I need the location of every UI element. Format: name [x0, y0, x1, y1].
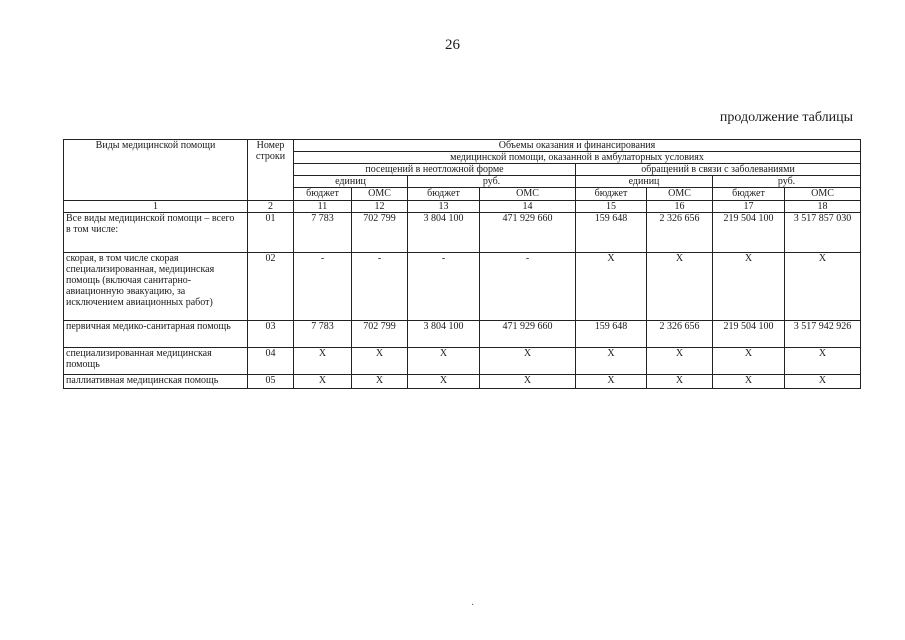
cell-value: Х: [576, 253, 647, 321]
header-budget: бюджет: [408, 188, 480, 201]
cell-value: 159 648: [576, 213, 647, 253]
row-label: паллиативная медицинская помощь: [64, 375, 248, 389]
row-number: 05: [248, 375, 294, 389]
cell-value: 3 804 100: [408, 213, 480, 253]
header-volumes: Объемы оказания и финансирования: [294, 140, 861, 152]
header-budget: бюджет: [713, 188, 785, 201]
cell-value: Х: [785, 348, 861, 375]
header-oms: ОМС: [785, 188, 861, 201]
header-rub-disease: руб.: [713, 176, 861, 188]
header-budget: бюджет: [294, 188, 352, 201]
cell-value: 471 929 660: [480, 321, 576, 348]
continuation-caption: продолжение таблицы: [719, 110, 853, 125]
cell-value: 471 929 660: [480, 213, 576, 253]
table-row: [64, 253, 861, 321]
cell-value: Х: [480, 375, 576, 389]
column-number: 2: [248, 201, 294, 213]
cell-value: Х: [480, 348, 576, 375]
scan-dot: ·: [471, 600, 475, 611]
volumes-table: [63, 139, 861, 389]
cell-value: 159 648: [576, 321, 647, 348]
header-budget: бюджет: [576, 188, 647, 201]
column-number: 18: [785, 201, 861, 213]
cell-value: Х: [408, 375, 480, 389]
cell-value: Х: [785, 253, 861, 321]
cell-value: 702 799: [352, 321, 408, 348]
column-number: 11: [294, 201, 352, 213]
page-number: 26: [445, 37, 460, 53]
cell-value: Х: [294, 375, 352, 389]
cell-value: Х: [713, 348, 785, 375]
table-row: [64, 348, 861, 375]
cell-value: Х: [647, 375, 713, 389]
row-label: специализированная медицинская помощь: [64, 348, 248, 375]
cell-value: -: [408, 253, 480, 321]
cell-value: 3 804 100: [408, 321, 480, 348]
column-number: 16: [647, 201, 713, 213]
row-number: 02: [248, 253, 294, 321]
row-number: 03: [248, 321, 294, 348]
cell-value: 7 783: [294, 213, 352, 253]
cell-value: Х: [647, 253, 713, 321]
column-number: 1: [64, 201, 248, 213]
cell-value: 2 326 656: [647, 321, 713, 348]
header-col-types: Виды медицинской помощи: [64, 140, 248, 201]
table-row: [64, 213, 861, 253]
cell-value: Х: [352, 348, 408, 375]
column-number: 17: [713, 201, 785, 213]
cell-value: Х: [408, 348, 480, 375]
row-label: первичная медико-санитарная помощь: [64, 321, 248, 348]
column-number: 13: [408, 201, 480, 213]
table-row: [64, 375, 861, 389]
cell-value: -: [480, 253, 576, 321]
cell-value: 3 517 942 926: [785, 321, 861, 348]
header-col-row-number: Номер строки: [248, 140, 294, 201]
cell-value: -: [294, 253, 352, 321]
header-oms: ОМС: [352, 188, 408, 201]
header-urgent-visits: посещений в неотложной форме: [294, 164, 576, 176]
cell-value: Х: [576, 375, 647, 389]
header-units-disease: единиц: [576, 176, 713, 188]
cell-value: 3 517 857 030: [785, 213, 861, 253]
column-number: 14: [480, 201, 576, 213]
column-numbers-row: [64, 201, 861, 213]
cell-value: Х: [294, 348, 352, 375]
cell-value: Х: [713, 375, 785, 389]
row-label: Все виды медицинской помощи – всего в том числе:: [64, 213, 248, 253]
table-row: [64, 321, 861, 348]
column-number: 12: [352, 201, 408, 213]
cell-value: 702 799: [352, 213, 408, 253]
row-number: 04: [248, 348, 294, 375]
cell-value: 7 783: [294, 321, 352, 348]
header-units-urgent: единиц: [294, 176, 408, 188]
header-disease-appeals: обращений в связи с заболеваниями: [576, 164, 861, 176]
cell-value: Х: [713, 253, 785, 321]
cell-value: 219 504 100: [713, 321, 785, 348]
cell-value: Х: [785, 375, 861, 389]
row-label: скорая, в том числе скорая специализированная, медицинская помощь (включая санитарно-авиационную эвакуацию, за исключением авиационных работ): [64, 253, 248, 321]
cell-value: Х: [576, 348, 647, 375]
header-ambulatory: медицинской помощи, оказанной в амбулаторных условиях: [294, 152, 861, 164]
row-number: 01: [248, 213, 294, 253]
cell-value: Х: [647, 348, 713, 375]
column-number: 15: [576, 201, 647, 213]
header-rub-urgent: руб.: [408, 176, 576, 188]
cell-value: 2 326 656: [647, 213, 713, 253]
header-oms: ОМС: [647, 188, 713, 201]
cell-value: -: [352, 253, 408, 321]
header-oms: ОМС: [480, 188, 576, 201]
cell-value: Х: [352, 375, 408, 389]
cell-value: 219 504 100: [713, 213, 785, 253]
